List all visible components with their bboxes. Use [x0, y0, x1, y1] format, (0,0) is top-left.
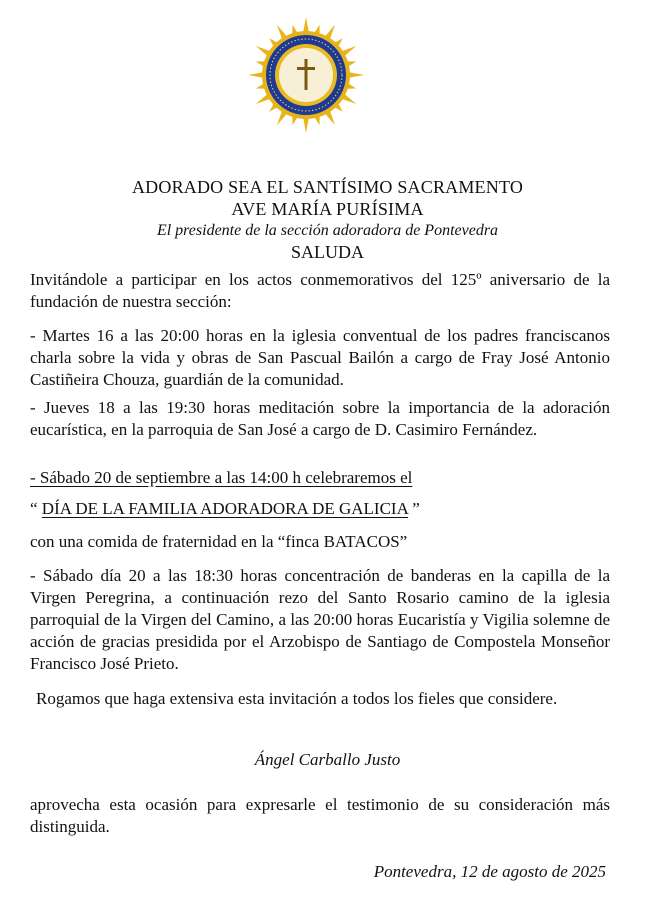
heading-presidente: El presidente de la sección adoradora de Pontevedra — [156, 222, 499, 239]
farewell-paragraph: aprovecha esta ocasión para expresarle el testimonio de su consideración más distinguida. — [30, 795, 610, 836]
sun-ray — [303, 117, 309, 133]
event-comida-line: con una comida de fraternidad en la “finca BATACOS” — [30, 532, 408, 551]
intro-paragraph: Invitándole a participar en los actos conmemorativos del 125º aniversario de la fundación de nuestra sección: — [30, 270, 610, 311]
document-heading — [0, 176, 655, 263]
sun-ray — [303, 17, 309, 33]
sun-ray — [248, 72, 264, 78]
event-name: DÍA DE LA FAMILIA ADORADORA DE GALICIA — [41, 499, 408, 518]
open-quote: “ — [30, 499, 42, 518]
close-quote: ” — [407, 499, 420, 518]
event-name-line — [30, 498, 610, 520]
sun-ray — [348, 72, 364, 78]
place-date: Pontevedra, 12 de agosto de 2025 — [373, 862, 606, 881]
heading-saluda: SALUDA — [290, 242, 364, 262]
event-jueves: - Jueves 18 a las 19:30 horas meditación sobre la importancia de la adoración eucarística, en la parroquia de San José a cargo de D. Casimiro Fernández. — [30, 398, 610, 439]
event-sabado-line: - Sábado 20 de septiembre a las 14:00 h celebraremos el — [30, 468, 413, 487]
signature: Ángel Carballo Justo — [254, 750, 401, 769]
heading-adorado: ADORADO SEA EL SANTÍSIMO SACRAMENTO — [131, 177, 524, 197]
heading-ave-maria: AVE MARÍA PURÍSIMA — [231, 199, 424, 219]
event-sabado-banderas: - Sábado día 20 a las 18:30 horas concentración de banderas en la capilla de la Virgen Peregrina, a continuación rezo del Santo Rosario camino de la iglesia parroquial de la Virgen del Camino, a las 20:00 horas Eucaristía y Vigilia solemne de acción de gracias presidida por el Arzobispo de Santiago de Compostela Monseñor Francisco José Prieto. — [30, 566, 610, 673]
event-martes: - Martes 16 a las 20:00 horas en la iglesia conventual de los padres franciscanos charla sobre la vida y obras de San Pascual Bailón a cargo de Fray José Antonio Castiñeira Chouza, guardián de la comunidad. — [30, 326, 610, 389]
eucharistic-cross-sunburst-icon — [247, 16, 365, 134]
event-sabado-comida — [30, 467, 610, 489]
closing-paragraph: Rogamos que haga extensiva esta invitación a todos los fieles que considere. — [36, 689, 558, 708]
